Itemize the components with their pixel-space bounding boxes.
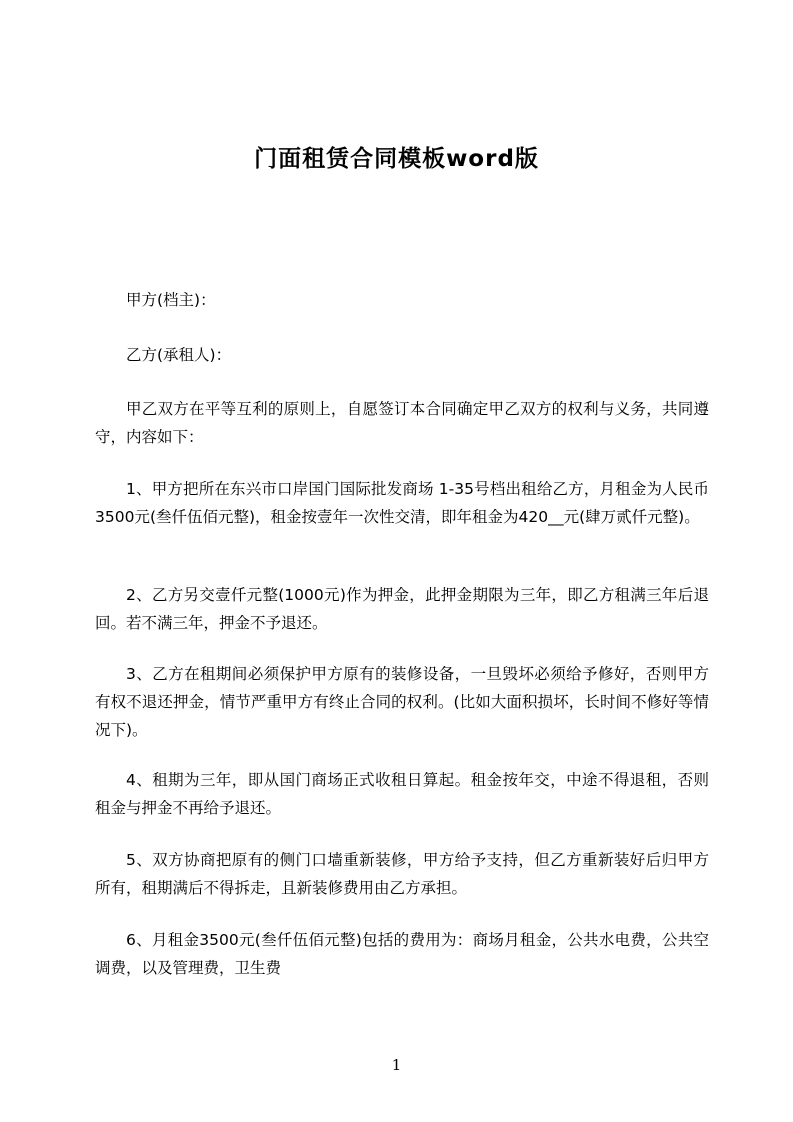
clause-3: 3、乙方在租期间必须保护甲方原有的装修设备，一旦毁坏必须给予修好，否则甲方有权不退还押金，情节严重甲方有终止合同的权利。(比如大面积损坏，长时间不修好等情况下)。 [95, 665, 709, 739]
clause-1: 1、甲方把所在东兴市口岸国门国际批发商场 1-35号档出租给乙方，月租金为人民币3500元(叁仟伍佰元整)，租金按壹年一次性交清，即年租金为420__元(肆万贰仟元整)。 [95, 480, 709, 526]
clause-6: 6、月租金3500元(叁仟伍佰元整)包括的费用为：商场月租金，公共水电费，公共空调费，以及管理费，卫生费 [95, 931, 709, 977]
party-a-line: 甲方(档主)： [126, 291, 216, 309]
clause-5: 5、双方协商把原有的侧门口墙重新装修，甲方给予支持，但乙方重新装好后归甲方所有，租期满后不得拆走，且新装修费用由乙方承担。 [95, 851, 709, 897]
preamble-paragraph: 甲乙双方在平等互利的原则上，自愿签订本合同确定甲乙双方的权利与义务，共同遵守，内容如下： [95, 400, 709, 446]
clause-2: 2、乙方另交壹仟元整(1000元)作为押金，此押金期限为三年，即乙方租满三年后退回。若不满三年，押金不予退还。 [95, 586, 709, 632]
document-title: 门面租赁合同模板word版 [254, 146, 539, 172]
clause-4: 4、租期为三年，即从国门商场正式收租日算起。租金按年交，中途不得退租，否则租金与押金不再给予退还。 [95, 771, 709, 817]
party-b-line: 乙方(承租人)： [126, 346, 232, 364]
page-number: 1 [391, 1056, 402, 1074]
